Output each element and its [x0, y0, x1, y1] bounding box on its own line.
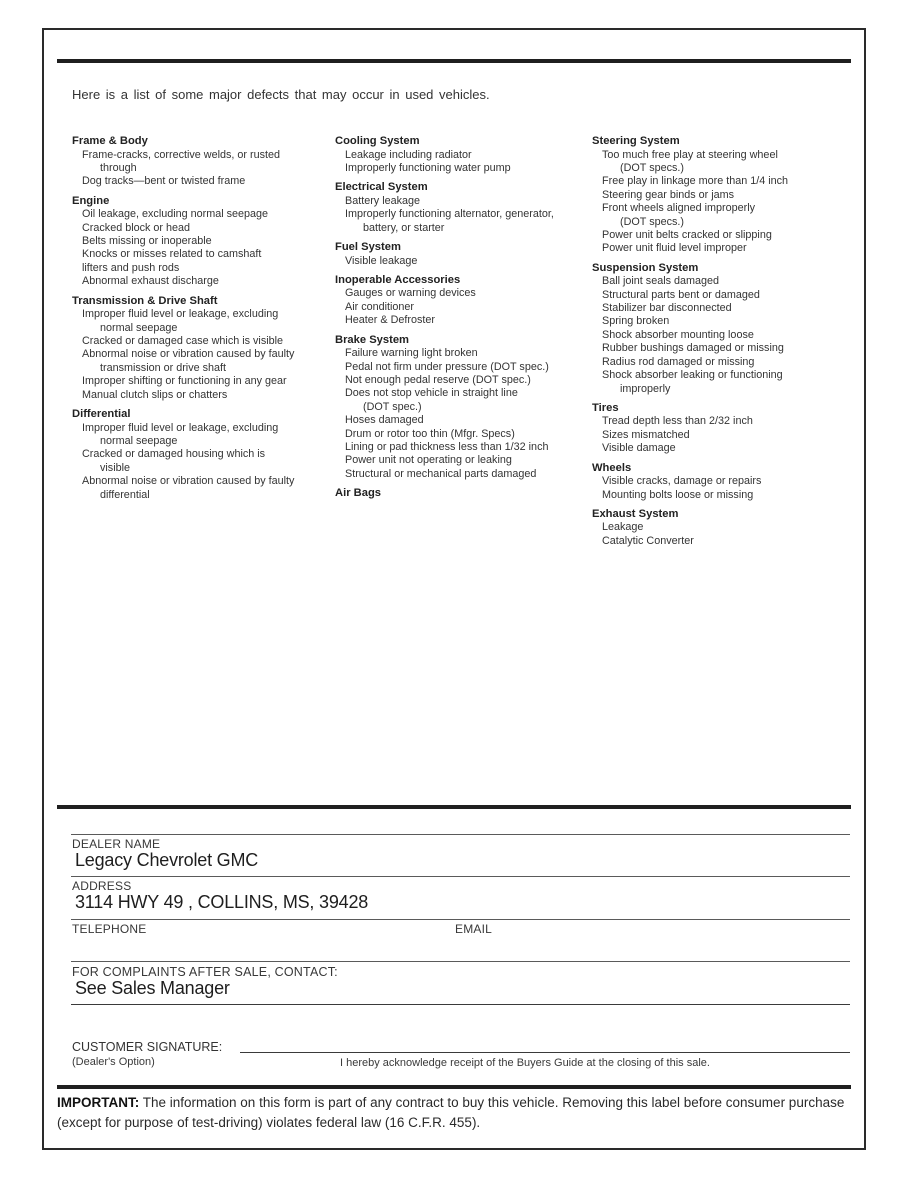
defect-item-line: Gauges or warning devices — [345, 287, 476, 300]
defect-section-heading: Air Bags — [335, 487, 382, 500]
defect-item-line: Does not stop vehicle in straight line — [345, 387, 518, 400]
defect-item-line: Spring broken — [602, 315, 670, 328]
email-label: EMAIL — [455, 922, 493, 936]
defect-item-line: Battery leakage — [345, 194, 421, 207]
customer-signature-label: CUSTOMER SIGNATURE: — [72, 1040, 223, 1054]
defect-item-line: Too much free play at steering wheel — [602, 148, 778, 161]
telephone-email-top-line — [71, 919, 850, 920]
defect-item-line: Leakage including radiator — [345, 148, 472, 161]
defect-section-heading: Differential — [72, 408, 131, 420]
address-value: 3114 HWY 49 , COLLINS, MS, 39428 — [75, 892, 369, 912]
defects-column — [592, 129, 850, 548]
defect-item-line: Improper fluid level or leakage, excluding — [82, 421, 279, 434]
defect-item-line: normal seepage — [100, 321, 178, 334]
complaints-value: See Sales Manager — [75, 978, 230, 998]
address-top-line — [71, 876, 850, 877]
defect-item-line: Shock absorber mounting loose — [602, 328, 754, 341]
defect-item-line: Air conditioner — [345, 300, 415, 313]
buyers-guide-back-page — [42, 28, 866, 1150]
defect-section-heading: Tires — [592, 401, 619, 414]
defect-item-line: Power unit fluid level improper — [602, 242, 747, 255]
defect-section — [592, 262, 850, 396]
defect-item-line: Improper shifting or functioning in any gear — [82, 375, 287, 388]
defect-section — [335, 334, 592, 482]
defect-section-heading: Suspension System — [592, 261, 699, 274]
important-label: IMPORTANT: — [57, 1095, 140, 1110]
defect-section — [592, 508, 850, 548]
defect-section-heading: Steering System — [592, 135, 680, 147]
defect-section-heading: Wheels — [592, 461, 632, 474]
defect-section — [335, 274, 592, 328]
defect-item-line: Radius rod damaged or missing — [602, 355, 755, 368]
defect-item-line: Improper fluid level or leakage, excluding — [82, 308, 279, 321]
defect-item-line: Front wheels aligned improperly — [602, 202, 756, 215]
important-notice — [57, 1093, 847, 1133]
defect-item-line: Lining or pad thickness less than 1/32 inch — [345, 441, 549, 453]
defect-item-line: Pedal not firm under pressure (DOT spec.) — [345, 360, 549, 373]
defect-item-line: Abnormal noise or vibration caused by faulty — [82, 475, 295, 488]
defect-item-line: (DOT specs.) — [620, 215, 684, 228]
defect-item-line: Visible leakage — [345, 254, 418, 267]
defect-item-line: Not enough pedal reserve (DOT spec.) — [345, 373, 531, 386]
defect-item-line: (DOT specs.) — [620, 161, 684, 174]
defect-item-line: Frame-cracks, corrective welds, or rusted — [82, 148, 280, 161]
defect-item-line: Improperly functioning alternator, generator, — [345, 208, 554, 221]
defect-item-line: Abnormal noise or vibration caused by faulty — [82, 348, 295, 361]
defect-item-line: Dog tracks—bent or twisted frame — [82, 175, 246, 188]
defect-item-line: Mounting bolts loose or missing — [602, 488, 754, 501]
defect-item-line: Structural parts bent or damaged — [602, 288, 760, 301]
defect-section — [72, 195, 335, 289]
intro-text: Here is a list of some major defects that may occur in used vehicles. — [72, 87, 490, 102]
important-text: The information on this form is part of any contract to buy this vehicle. Removing this label before consumer purchase (except for purpose of test-driving) violates federal law (16 C.F.R. 455). — [57, 1095, 845, 1130]
defect-section — [72, 408, 335, 502]
address-label: ADDRESS — [72, 879, 132, 893]
defect-item-line: Cracked or damaged housing which is — [82, 448, 266, 461]
defect-section-heading: Inoperable Accessories — [335, 273, 461, 286]
defect-item-line: Tread depth less than 2/32 inch — [602, 415, 753, 428]
defect-item-line: transmission or drive shaft — [100, 361, 227, 374]
acknowledgment-text: I hereby acknowledge receipt of the Buyers Guide at the closing of this sale. — [340, 1057, 710, 1069]
defect-section-heading: Frame & Body — [72, 135, 148, 147]
defect-item-line: Knocks or misses related to camshaft — [82, 248, 262, 261]
defect-item-line: Power unit belts cracked or slipping — [602, 228, 772, 241]
defect-item-line: Power unit not operating or leaking — [345, 454, 512, 467]
defect-section — [72, 135, 335, 189]
defect-section — [72, 295, 335, 402]
defect-item-line: Stabilizer bar disconnected — [602, 302, 732, 315]
defect-item-line: Cracked or damaged case which is visible — [82, 334, 284, 347]
defect-item-line: (DOT spec.) — [363, 400, 422, 413]
defect-item-line: improperly — [620, 382, 671, 395]
defects-list — [72, 129, 852, 548]
defect-item-line: Cracked block or head — [82, 221, 191, 234]
defect-item-line: Structural or mechanical parts damaged — [345, 467, 537, 480]
defect-section — [335, 487, 592, 501]
defect-item-line: Visible cracks, damage or repairs — [602, 475, 762, 488]
defect-item-line: Heater & Defroster — [345, 314, 436, 327]
defect-item-line: Visible damage — [602, 442, 676, 455]
telephone-label: TELEPHONE — [72, 922, 147, 936]
defect-item-line: Leakage — [602, 521, 644, 534]
defect-item-line: Rubber bushings damaged or missing — [602, 342, 784, 355]
defect-item-line: battery, or starter — [363, 221, 445, 234]
defect-section — [335, 135, 592, 175]
defect-item-line: Hoses damaged — [345, 414, 424, 427]
defect-item-line: Sizes mismatched — [602, 428, 690, 441]
defect-section-heading: Exhaust System — [592, 507, 679, 520]
defect-item-line: Shock absorber leaking or functioning — [602, 369, 783, 382]
defect-item-line: Oil leakage, excluding normal seepage — [82, 208, 269, 221]
defect-section — [335, 181, 592, 235]
defects-column — [335, 129, 592, 548]
defect-item-line: Drum or rotor too thin (Mfgr. Specs) — [345, 427, 515, 440]
defect-item-line: normal seepage — [100, 434, 178, 447]
defect-section — [592, 135, 850, 256]
defect-item-line: visible — [100, 461, 131, 474]
complaints-bottom-line — [71, 1004, 850, 1005]
top-rule — [57, 59, 851, 63]
defect-item-line: Abnormal exhaust discharge — [82, 275, 219, 288]
mid-rule — [57, 805, 851, 809]
defect-section-heading: Transmission & Drive Shaft — [72, 294, 218, 307]
bottom-rule — [57, 1085, 851, 1089]
defect-section — [592, 402, 850, 456]
defect-item-line: Free play in linkage more than 1/4 inch — [602, 175, 789, 188]
defect-section-heading: Electrical System — [335, 181, 428, 194]
defect-section — [335, 241, 592, 268]
customer-signature-line — [240, 1052, 850, 1053]
defect-item-line: Manual clutch slips or chatters — [82, 388, 228, 401]
defect-item-line: Catalytic Converter — [602, 534, 694, 547]
defect-item-line: Belts missing or inoperable — [82, 235, 212, 248]
defect-section — [592, 462, 850, 502]
defect-item-line: differential — [100, 488, 150, 501]
defect-item-line: lifters and push rods — [82, 261, 180, 274]
defect-item-line: through — [100, 161, 137, 174]
defects-column — [72, 129, 335, 548]
dealer-name-value: Legacy Chevrolet GMC — [75, 850, 259, 870]
defect-section-heading: Fuel System — [335, 241, 401, 254]
defect-item-line: Improperly functioning water pump — [345, 161, 511, 174]
defect-section-heading: Engine — [72, 194, 110, 207]
complaints-label: FOR COMPLAINTS AFTER SALE, CONTACT: — [72, 965, 338, 979]
complaints-top-line — [71, 961, 850, 962]
dealer-name-top-line — [71, 834, 850, 835]
defect-section-heading: Brake System — [335, 333, 410, 346]
dealers-option-note: (Dealer's Option) — [72, 1056, 155, 1068]
defect-item-line: Failure warning light broken — [345, 347, 478, 360]
dealer-name-label: DEALER NAME — [72, 837, 161, 851]
defect-section-heading: Cooling System — [335, 135, 420, 147]
defect-item-line: Ball joint seals damaged — [602, 275, 720, 288]
defect-item-line: Steering gear binds or jams — [602, 188, 735, 201]
